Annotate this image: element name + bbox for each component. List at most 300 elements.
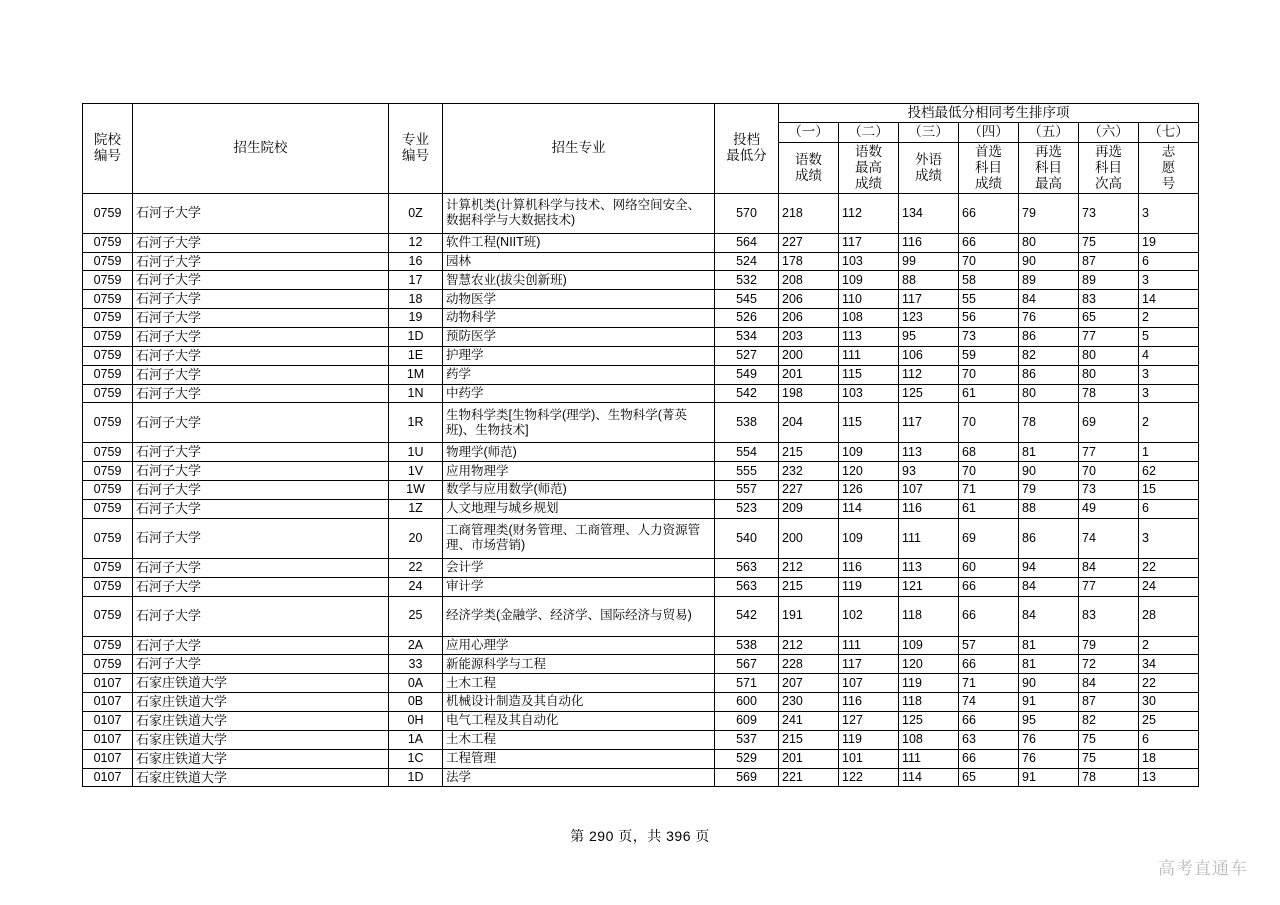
- cell-chinese-math-max: 112: [839, 193, 899, 233]
- cell-first-choice: 57: [959, 636, 1019, 655]
- table-row: [83, 749, 1199, 768]
- cell-first-choice: 60: [959, 558, 1019, 577]
- cell-major-name: 审计学: [443, 577, 715, 596]
- cell-major-code: 1N: [389, 384, 443, 403]
- cell-first-choice: 63: [959, 730, 1019, 749]
- table-row: [83, 309, 1199, 328]
- cell-foreign: 88: [899, 271, 959, 290]
- cell-reselect-second: 75: [1079, 233, 1139, 252]
- table-row: [83, 271, 1199, 290]
- cell-reselect-second: 77: [1079, 577, 1139, 596]
- cell-min-score: 540: [715, 518, 779, 558]
- cell-foreign: 116: [899, 233, 959, 252]
- cell-reselect-second: 80: [1079, 365, 1139, 384]
- table-row: [83, 462, 1199, 481]
- header-reselect-second: 再选 科目 次高: [1079, 142, 1139, 193]
- header-major-code: 专业 编号: [389, 104, 443, 194]
- cell-reselect-max: 76: [1019, 309, 1079, 328]
- cell-wish-number: 19: [1139, 233, 1199, 252]
- cell-first-choice: 66: [959, 233, 1019, 252]
- cell-major-code: 0Z: [389, 193, 443, 233]
- cell-chinese-math-max: 101: [839, 749, 899, 768]
- cell-school-name: 石河子大学: [133, 462, 389, 481]
- cell-foreign: 125: [899, 384, 959, 403]
- cell-major-name: 机械设计制造及其自动化: [443, 693, 715, 712]
- cell-reselect-second: 87: [1079, 693, 1139, 712]
- cell-min-score: 555: [715, 462, 779, 481]
- cell-major-name: 中药学: [443, 384, 715, 403]
- cell-school-name: 石河子大学: [133, 384, 389, 403]
- cell-foreign: 120: [899, 655, 959, 674]
- cell-min-score: 523: [715, 500, 779, 519]
- cell-chinese-math-max: 120: [839, 462, 899, 481]
- header-ordinal-2: （二）: [839, 123, 899, 142]
- table-row: [83, 636, 1199, 655]
- cell-chinese-math: 209: [779, 500, 839, 519]
- cell-major-name: 应用物理学: [443, 462, 715, 481]
- cell-major-name: 会计学: [443, 558, 715, 577]
- cell-reselect-second: 83: [1079, 290, 1139, 309]
- cell-school-code: 0759: [83, 252, 133, 271]
- cell-chinese-math: 241: [779, 712, 839, 731]
- cell-school-name: 石家庄铁道大学: [133, 768, 389, 787]
- cell-major-name: 预防医学: [443, 328, 715, 347]
- cell-major-code: 0A: [389, 674, 443, 693]
- cell-school-code: 0759: [83, 233, 133, 252]
- cell-major-name: 新能源科学与工程: [443, 655, 715, 674]
- cell-school-code: 0759: [83, 365, 133, 384]
- cell-major-code: 1R: [389, 403, 443, 443]
- cell-major-name: 应用心理学: [443, 636, 715, 655]
- cell-wish-number: 3: [1139, 384, 1199, 403]
- cell-min-score: 564: [715, 233, 779, 252]
- table-row: [83, 596, 1199, 636]
- cell-major-code: 1W: [389, 481, 443, 500]
- cell-min-score: 529: [715, 749, 779, 768]
- header-foreign-language: 外语 成绩: [899, 142, 959, 193]
- cell-foreign: 93: [899, 462, 959, 481]
- cell-reselect-max: 76: [1019, 749, 1079, 768]
- cell-major-name: 软件工程(NIIT班): [443, 233, 715, 252]
- cell-school-code: 0759: [83, 596, 133, 636]
- cell-major-name: 动物科学: [443, 309, 715, 328]
- cell-reselect-second: 73: [1079, 193, 1139, 233]
- cell-foreign: 117: [899, 290, 959, 309]
- cell-min-score: 609: [715, 712, 779, 731]
- table-row: [83, 655, 1199, 674]
- cell-first-choice: 71: [959, 481, 1019, 500]
- cell-wish-number: 6: [1139, 252, 1199, 271]
- cell-reselect-max: 76: [1019, 730, 1079, 749]
- cell-reselect-second: 72: [1079, 655, 1139, 674]
- cell-school-name: 石河子大学: [133, 596, 389, 636]
- cell-wish-number: 14: [1139, 290, 1199, 309]
- cell-wish-number: 2: [1139, 403, 1199, 443]
- cell-min-score: 538: [715, 636, 779, 655]
- cell-chinese-math: 206: [779, 290, 839, 309]
- table-row: [83, 558, 1199, 577]
- cell-major-code: 1A: [389, 730, 443, 749]
- cell-major-name: 经济学类(金融学、经济学、国际经济与贸易): [443, 596, 715, 636]
- cell-major-code: 1M: [389, 365, 443, 384]
- cell-foreign: 125: [899, 712, 959, 731]
- table-row: [83, 481, 1199, 500]
- table-row: [83, 518, 1199, 558]
- cell-major-code: 19: [389, 309, 443, 328]
- cell-major-name: 护理学: [443, 346, 715, 365]
- cell-reselect-second: 77: [1079, 443, 1139, 462]
- cell-major-code: 24: [389, 577, 443, 596]
- header-major-name: 招生专业: [443, 104, 715, 194]
- cell-chinese-math-max: 126: [839, 481, 899, 500]
- header-ordinal-3: （三）: [899, 123, 959, 142]
- cell-major-name: 智慧农业(拔尖创新班): [443, 271, 715, 290]
- cell-school-code: 0759: [83, 290, 133, 309]
- cell-major-name: 数学与应用数学(师范): [443, 481, 715, 500]
- cell-school-name: 石河子大学: [133, 655, 389, 674]
- cell-school-name: 石家庄铁道大学: [133, 693, 389, 712]
- table-row: [83, 252, 1199, 271]
- table-row: [83, 768, 1199, 787]
- cell-school-code: 0759: [83, 462, 133, 481]
- cell-reselect-second: 49: [1079, 500, 1139, 519]
- cell-major-name: 工商管理类(财务管理、工商管理、人力资源管理、市场营销): [443, 518, 715, 558]
- cell-first-choice: 66: [959, 577, 1019, 596]
- cell-major-name: 工程管理: [443, 749, 715, 768]
- cell-reselect-max: 84: [1019, 577, 1079, 596]
- header-ordinal-7: （七）: [1139, 123, 1199, 142]
- cell-reselect-second: 70: [1079, 462, 1139, 481]
- cell-reselect-max: 91: [1019, 768, 1079, 787]
- cell-school-name: 石河子大学: [133, 481, 389, 500]
- cell-chinese-math-max: 119: [839, 577, 899, 596]
- cell-major-code: 2A: [389, 636, 443, 655]
- cell-school-name: 石河子大学: [133, 271, 389, 290]
- table-row: [83, 712, 1199, 731]
- cell-chinese-math-max: 116: [839, 558, 899, 577]
- cell-wish-number: 2: [1139, 636, 1199, 655]
- watermark-label: 高考直通车: [1158, 859, 1248, 878]
- cell-chinese-math-max: 103: [839, 384, 899, 403]
- cell-chinese-math-max: 115: [839, 365, 899, 384]
- cell-school-name: 石河子大学: [133, 290, 389, 309]
- cell-school-code: 0107: [83, 674, 133, 693]
- cell-major-code: 1D: [389, 768, 443, 787]
- header-chinese-math: 语数 成绩: [779, 142, 839, 193]
- cell-chinese-math-max: 127: [839, 712, 899, 731]
- cell-chinese-math-max: 111: [839, 636, 899, 655]
- admission-score-table: [82, 103, 1199, 787]
- cell-major-code: 17: [389, 271, 443, 290]
- cell-min-score: 554: [715, 443, 779, 462]
- cell-chinese-math-max: 117: [839, 655, 899, 674]
- cell-min-score: 534: [715, 328, 779, 347]
- cell-first-choice: 65: [959, 768, 1019, 787]
- table-row: [83, 328, 1199, 347]
- cell-min-score: 567: [715, 655, 779, 674]
- cell-foreign: 118: [899, 596, 959, 636]
- header-ordinal-4: （四）: [959, 123, 1019, 142]
- cell-foreign: 113: [899, 558, 959, 577]
- cell-min-score: 570: [715, 193, 779, 233]
- cell-reselect-second: 80: [1079, 346, 1139, 365]
- cell-school-code: 0759: [83, 443, 133, 462]
- cell-reselect-max: 89: [1019, 271, 1079, 290]
- cell-chinese-math-max: 110: [839, 290, 899, 309]
- cell-school-code: 0759: [83, 636, 133, 655]
- cell-foreign: 121: [899, 577, 959, 596]
- cell-min-score: 563: [715, 577, 779, 596]
- cell-chinese-math-max: 117: [839, 233, 899, 252]
- cell-wish-number: 3: [1139, 365, 1199, 384]
- header-chinese-math-max: 语数 最高 成绩: [839, 142, 899, 193]
- cell-min-score: 542: [715, 384, 779, 403]
- header-row-group: [83, 104, 1199, 123]
- cell-chinese-math: 198: [779, 384, 839, 403]
- cell-chinese-math: 215: [779, 577, 839, 596]
- table-row: [83, 193, 1199, 233]
- cell-major-name: 生物科学类[生物科学(理学)、生物科学(菁英班)、生物技术]: [443, 403, 715, 443]
- cell-reselect-second: 75: [1079, 749, 1139, 768]
- cell-chinese-math: 218: [779, 193, 839, 233]
- cell-foreign: 107: [899, 481, 959, 500]
- cell-major-name: 土木工程: [443, 730, 715, 749]
- cell-chinese-math-max: 115: [839, 403, 899, 443]
- cell-min-score: 571: [715, 674, 779, 693]
- cell-major-code: 22: [389, 558, 443, 577]
- cell-chinese-math: 207: [779, 674, 839, 693]
- cell-first-choice: 66: [959, 193, 1019, 233]
- cell-reselect-second: 73: [1079, 481, 1139, 500]
- cell-major-name: 计算机类(计算机科学与技术、网络空间安全、数据科学与大数据技术): [443, 193, 715, 233]
- cell-chinese-math: 191: [779, 596, 839, 636]
- cell-wish-number: 1: [1139, 443, 1199, 462]
- cell-chinese-math-max: 107: [839, 674, 899, 693]
- header-ordinal-1: （一）: [779, 123, 839, 142]
- cell-foreign: 114: [899, 768, 959, 787]
- cell-chinese-math: 203: [779, 328, 839, 347]
- cell-school-name: 石家庄铁道大学: [133, 749, 389, 768]
- cell-first-choice: 66: [959, 712, 1019, 731]
- cell-chinese-math-max: 102: [839, 596, 899, 636]
- cell-school-code: 0759: [83, 346, 133, 365]
- cell-first-choice: 70: [959, 403, 1019, 443]
- cell-major-name: 法学: [443, 768, 715, 787]
- cell-foreign: 134: [899, 193, 959, 233]
- cell-reselect-max: 86: [1019, 365, 1079, 384]
- cell-major-code: 0B: [389, 693, 443, 712]
- cell-chinese-math: 212: [779, 636, 839, 655]
- cell-reselect-max: 90: [1019, 674, 1079, 693]
- cell-first-choice: 61: [959, 500, 1019, 519]
- table-row: [83, 233, 1199, 252]
- table-header: [83, 104, 1199, 194]
- cell-chinese-math-max: 109: [839, 518, 899, 558]
- cell-foreign: 117: [899, 403, 959, 443]
- cell-chinese-math-max: 103: [839, 252, 899, 271]
- cell-wish-number: 24: [1139, 577, 1199, 596]
- cell-school-name: 石家庄铁道大学: [133, 674, 389, 693]
- cell-chinese-math-max: 119: [839, 730, 899, 749]
- cell-wish-number: 22: [1139, 674, 1199, 693]
- cell-school-name: 石河子大学: [133, 577, 389, 596]
- cell-foreign: 108: [899, 730, 959, 749]
- cell-foreign: 111: [899, 749, 959, 768]
- cell-first-choice: 73: [959, 328, 1019, 347]
- cell-school-name: 石河子大学: [133, 233, 389, 252]
- cell-reselect-second: 84: [1079, 674, 1139, 693]
- cell-major-code: 1U: [389, 443, 443, 462]
- cell-reselect-second: 74: [1079, 518, 1139, 558]
- cell-reselect-second: 87: [1079, 252, 1139, 271]
- cell-school-code: 0759: [83, 193, 133, 233]
- cell-first-choice: 68: [959, 443, 1019, 462]
- cell-school-code: 0759: [83, 481, 133, 500]
- cell-wish-number: 6: [1139, 730, 1199, 749]
- cell-chinese-math-max: 109: [839, 271, 899, 290]
- table-row: [83, 384, 1199, 403]
- cell-foreign: 119: [899, 674, 959, 693]
- cell-min-score: 563: [715, 558, 779, 577]
- cell-school-code: 0759: [83, 384, 133, 403]
- cell-chinese-math-max: 111: [839, 346, 899, 365]
- cell-reselect-max: 84: [1019, 290, 1079, 309]
- cell-first-choice: 70: [959, 252, 1019, 271]
- cell-chinese-math: 227: [779, 233, 839, 252]
- cell-chinese-math: 215: [779, 730, 839, 749]
- cell-reselect-second: 75: [1079, 730, 1139, 749]
- cell-min-score: 542: [715, 596, 779, 636]
- cell-foreign: 109: [899, 636, 959, 655]
- cell-major-code: 1Z: [389, 500, 443, 519]
- cell-chinese-math: 232: [779, 462, 839, 481]
- cell-min-score: 537: [715, 730, 779, 749]
- table-row: [83, 674, 1199, 693]
- cell-first-choice: 66: [959, 749, 1019, 768]
- cell-school-code: 0759: [83, 403, 133, 443]
- cell-reselect-second: 82: [1079, 712, 1139, 731]
- cell-min-score: 527: [715, 346, 779, 365]
- header-reselect-max: 再选 科目 最高: [1019, 142, 1079, 193]
- cell-reselect-second: 84: [1079, 558, 1139, 577]
- table-row: [83, 443, 1199, 462]
- cell-school-code: 0759: [83, 309, 133, 328]
- cell-wish-number: 13: [1139, 768, 1199, 787]
- cell-chinese-math-max: 114: [839, 500, 899, 519]
- cell-chinese-math: 212: [779, 558, 839, 577]
- cell-reselect-max: 80: [1019, 233, 1079, 252]
- cell-reselect-max: 84: [1019, 596, 1079, 636]
- cell-chinese-math-max: 108: [839, 309, 899, 328]
- cell-first-choice: 66: [959, 596, 1019, 636]
- cell-min-score: 557: [715, 481, 779, 500]
- cell-reselect-second: 78: [1079, 768, 1139, 787]
- cell-min-score: 545: [715, 290, 779, 309]
- cell-reselect-max: 79: [1019, 193, 1079, 233]
- cell-chinese-math: 201: [779, 749, 839, 768]
- cell-school-code: 0107: [83, 693, 133, 712]
- score-table-container: [82, 103, 1198, 787]
- cell-reselect-max: 82: [1019, 346, 1079, 365]
- cell-major-code: 1C: [389, 749, 443, 768]
- cell-foreign: 112: [899, 365, 959, 384]
- cell-reselect-max: 80: [1019, 384, 1079, 403]
- cell-wish-number: 22: [1139, 558, 1199, 577]
- cell-chinese-math: 206: [779, 309, 839, 328]
- table-row: [83, 290, 1199, 309]
- cell-wish-number: 30: [1139, 693, 1199, 712]
- header-ordinal-5: （五）: [1019, 123, 1079, 142]
- table-row: [83, 577, 1199, 596]
- cell-chinese-math: 200: [779, 518, 839, 558]
- cell-school-name: 石河子大学: [133, 252, 389, 271]
- table-body: [83, 193, 1199, 787]
- cell-chinese-math: 215: [779, 443, 839, 462]
- cell-school-name: 石河子大学: [133, 443, 389, 462]
- cell-reselect-max: 86: [1019, 328, 1079, 347]
- page-footer: 第 290 页，共 396 页: [570, 828, 710, 844]
- cell-major-code: 1E: [389, 346, 443, 365]
- cell-wish-number: 3: [1139, 193, 1199, 233]
- cell-foreign: 123: [899, 309, 959, 328]
- cell-major-code: 33: [389, 655, 443, 674]
- cell-reselect-max: 81: [1019, 636, 1079, 655]
- cell-school-code: 0107: [83, 749, 133, 768]
- cell-school-code: 0107: [83, 730, 133, 749]
- cell-chinese-math-max: 122: [839, 768, 899, 787]
- cell-first-choice: 56: [959, 309, 1019, 328]
- cell-school-code: 0759: [83, 558, 133, 577]
- table-row: [83, 693, 1199, 712]
- cell-school-name: 石河子大学: [133, 328, 389, 347]
- table-row: [83, 500, 1199, 519]
- cell-reselect-max: 90: [1019, 252, 1079, 271]
- cell-first-choice: 70: [959, 365, 1019, 384]
- cell-school-code: 0759: [83, 328, 133, 347]
- cell-first-choice: 74: [959, 693, 1019, 712]
- header-tiebreak-group: 投档最低分相同考生排序项: [779, 104, 1199, 123]
- cell-reselect-second: 89: [1079, 271, 1139, 290]
- header-wish-number: 志 愿 号: [1139, 142, 1199, 193]
- cell-major-code: 1V: [389, 462, 443, 481]
- cell-reselect-second: 78: [1079, 384, 1139, 403]
- cell-reselect-second: 83: [1079, 596, 1139, 636]
- table-row: [83, 730, 1199, 749]
- cell-chinese-math-max: 113: [839, 328, 899, 347]
- cell-school-code: 0759: [83, 577, 133, 596]
- cell-school-code: 0759: [83, 655, 133, 674]
- cell-chinese-math: 230: [779, 693, 839, 712]
- cell-reselect-second: 77: [1079, 328, 1139, 347]
- cell-first-choice: 59: [959, 346, 1019, 365]
- cell-major-name: 土木工程: [443, 674, 715, 693]
- cell-chinese-math-max: 116: [839, 693, 899, 712]
- cell-min-score: 600: [715, 693, 779, 712]
- cell-foreign: 118: [899, 693, 959, 712]
- cell-min-score: 532: [715, 271, 779, 290]
- cell-major-code: 1D: [389, 328, 443, 347]
- header-ordinal-6: （六）: [1079, 123, 1139, 142]
- cell-foreign: 116: [899, 500, 959, 519]
- cell-major-name: 人文地理与城乡规划: [443, 500, 715, 519]
- cell-reselect-max: 81: [1019, 655, 1079, 674]
- cell-major-code: 16: [389, 252, 443, 271]
- cell-school-name: 石家庄铁道大学: [133, 712, 389, 731]
- cell-wish-number: 25: [1139, 712, 1199, 731]
- cell-chinese-math-max: 109: [839, 443, 899, 462]
- cell-min-score: 538: [715, 403, 779, 443]
- cell-reselect-max: 78: [1019, 403, 1079, 443]
